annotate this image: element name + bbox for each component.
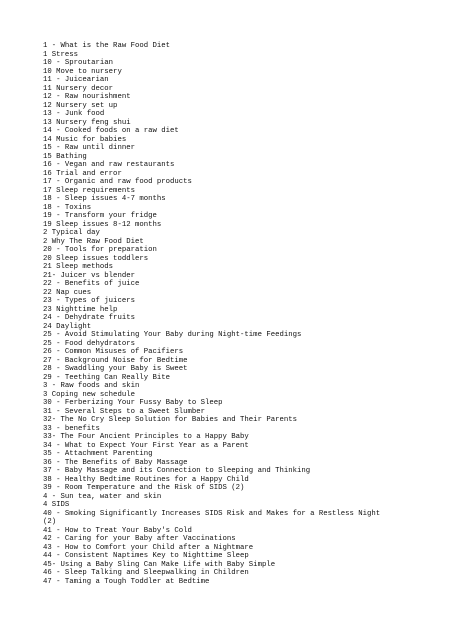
list-item: 47 - Taming a Tough Toddler at Bedtime [43, 577, 210, 586]
list-item: 20 Sleep issues toddlers [43, 254, 149, 263]
list-item: 3 - Raw foods and skin [43, 382, 140, 390]
list-item: 11 - Juicearian [43, 76, 109, 84]
list-item: 37 - Baby Massage and its Connection to Sleeping and Thinking [43, 467, 311, 475]
list-item: 13 Nursery feng shui [43, 118, 131, 127]
list-item: 41 - How to Treat Your Baby's Cold [43, 526, 192, 535]
list-item: 1 - What is the Raw Food Diet [43, 42, 170, 50]
list-item: 27 - Background Noise for Bedtime [43, 356, 188, 365]
list-item: 1 Stress [43, 50, 79, 59]
list-item: 21 Sleep methods [43, 263, 114, 271]
list-item: 26 - Common Misuses of Pacifiers [43, 348, 184, 356]
topic-list [43, 42, 380, 586]
list-item: 23 - Types of juicers [43, 297, 135, 305]
list-item: 4 - Sun tea, water and skin [43, 492, 162, 501]
list-item: 17 Sleep requirements [43, 186, 135, 195]
list-item: 31 - Several Steps to a Sweet Slumber [43, 407, 206, 416]
list-item: 13 - Junk food [43, 110, 105, 118]
list-item: 11 Nursery decor [43, 84, 114, 93]
list-item: 34 - What to Expect Your First Year as a Parent [43, 441, 249, 450]
list-item: 30 - Ferberizing Your Fussy Baby to Sleep [43, 399, 223, 407]
list-item: 33- The Four Ancient Principles to a Happy Baby [43, 433, 249, 441]
list-item: 39 - Room Temperature and the Risk of SIDS (2) [43, 484, 245, 492]
list-item: 24 Daylight [43, 322, 92, 331]
list-item: 36 - The Benefits of Baby Massage [43, 458, 188, 467]
list-item: 2 Typical day [43, 229, 100, 237]
list-item: 2 Why The Raw Food Diet [43, 237, 144, 246]
list-item: 44 - Consistent Naptimes Key to Nighttime Sleep [43, 552, 249, 560]
list-item: 19 Sleep issues 8-12 months [43, 220, 162, 229]
list-item: 16 - Vegan and raw restaurants [43, 161, 175, 169]
list-item: 25 - Avoid Stimulating Your Baby during Night-time Feedings [43, 331, 302, 339]
list-item: 17 - Organic and raw food products [43, 178, 192, 186]
list-item: 22 - Benefits of juice [43, 280, 140, 288]
list-item: 15 - Raw until dinner [43, 144, 135, 152]
list-item: 28 - Swaddling your Baby is Sweet [43, 365, 188, 373]
list-item: 3 Coping new schedule [43, 390, 135, 399]
list-item: 38 - Healthy Bedtime Routines for a Happy Child [43, 475, 249, 484]
list-item: 18 - Toxins [43, 203, 92, 212]
list-item: 33 - benefits [43, 424, 100, 433]
list-item: 43 - How to Comfort your Child after a Nightmare [43, 543, 254, 552]
list-item: 4 SIDS [43, 501, 70, 509]
list-item: 10 Move to nursery [43, 67, 122, 76]
list-item: 10 - Sproutarian [43, 59, 114, 67]
list-item: 14 Music for babies [43, 135, 127, 144]
list-item: 35 - Attachment Parenting [43, 450, 153, 458]
list-item: 23 Nighttime help [43, 305, 118, 314]
list-item: 12 - Raw nourishment [43, 93, 131, 101]
list-item: 22 Nap cues [43, 288, 92, 297]
list-item: 29 - Teething Can Really Bite [43, 373, 170, 382]
list-item: 25 - Food dehydrators [43, 339, 135, 348]
list-item: 12 Nursery set up [43, 101, 118, 110]
list-item: 24 - Dehydrate fruits [43, 314, 135, 322]
list-item: 15 Bathing [43, 152, 87, 161]
list-item: 40 - Smoking Significantly Increases SIDS Risk and Makes for a Restless Night [43, 509, 381, 518]
list-item: 46 - Sleep Talking and Sleepwalking in Children [43, 569, 249, 577]
list-item: 14 - Cooked foods on a raw diet [43, 127, 179, 135]
list-item: 19 - Transform your fridge [43, 212, 157, 220]
list-item: 21- Juicer vs blender [43, 271, 135, 280]
list-item: 20 - Tools for preparation [43, 246, 157, 254]
list-item: 16 Trial and error [43, 169, 122, 178]
list-item: 18 - Sleep issues 4-7 months [43, 195, 166, 203]
list-item: 45- Using a Baby Sling Can Make Life with Baby Simple [43, 560, 276, 569]
list-item: 32- The No Cry Sleep Solution for Babies and Their Parents [43, 416, 297, 424]
list-item: (2) [43, 518, 57, 526]
list-item: 42 - Caring for your Baby after Vaccinations [43, 535, 236, 543]
